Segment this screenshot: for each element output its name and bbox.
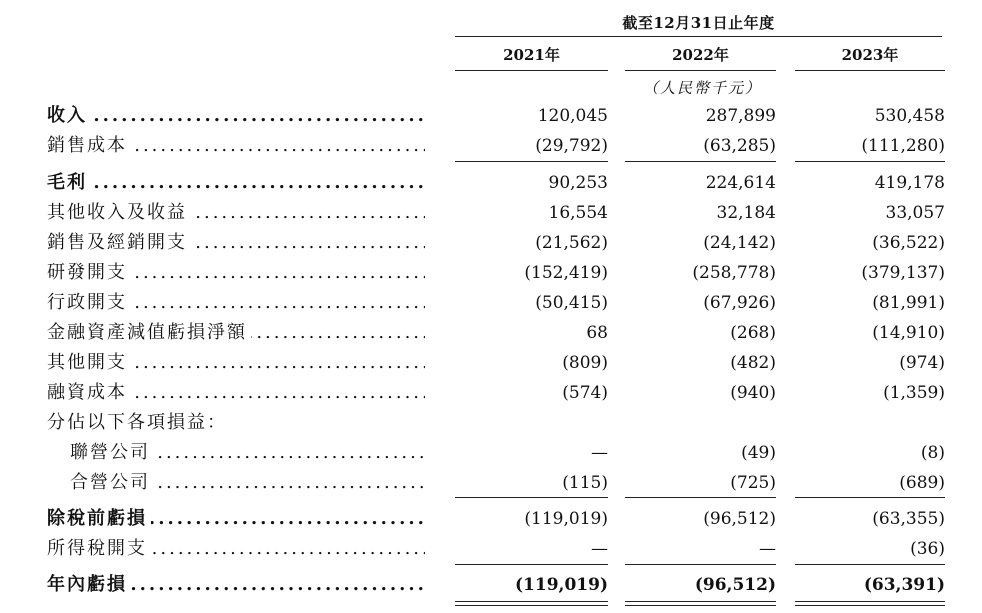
- value-2021: 68: [586, 323, 608, 343]
- row-label: 所得稅開支 .....: [47, 534, 425, 564]
- value-2022: 32,184: [716, 203, 776, 223]
- total-double-rule: [625, 601, 776, 602]
- value-2021: 120,045: [537, 106, 608, 126]
- value-2022: (482): [730, 353, 776, 373]
- period-header: 截至12月31日止年度: [622, 14, 775, 32]
- subtotal-rule: [795, 161, 945, 162]
- value-2021: (119,019): [524, 509, 608, 529]
- row-joint-ventures: [0, 468, 982, 498]
- row-label: 合營公司 .....: [70, 468, 425, 498]
- total-double-rule: [625, 605, 776, 606]
- value-2021: (21,562): [535, 233, 608, 253]
- row-loss-before-tax: [0, 504, 982, 534]
- value-2022: (24,142): [703, 233, 776, 253]
- value-2021: (29,792): [535, 136, 608, 156]
- row-cost-of-sales: [0, 131, 982, 161]
- subtotal-rule: [455, 497, 608, 498]
- value-2023: 530,458: [874, 106, 945, 126]
- value-2023: (81,991): [872, 293, 945, 313]
- row-label: 除稅前虧損 .....: [47, 504, 425, 534]
- value-2023: (36): [910, 539, 945, 559]
- subtotal-rule: [625, 161, 776, 162]
- total-double-rule: [795, 605, 945, 606]
- value-2022: 287,899: [705, 106, 776, 126]
- row-label: 金融資產減值虧損淨額 .....: [47, 318, 425, 348]
- year-2022-header: 2022年: [672, 46, 729, 64]
- value-2022: (268): [730, 323, 776, 343]
- year-rule-2021: [455, 70, 608, 71]
- period-header-rule: [455, 36, 942, 37]
- subtotal-rule: [455, 564, 608, 565]
- row-label: 年內虧損 .....: [47, 570, 425, 600]
- value-2023: (689): [899, 473, 945, 493]
- value-2021: (152,419): [524, 263, 608, 283]
- value-2023: (379,137): [861, 263, 945, 283]
- year-rule-2023: [795, 70, 945, 71]
- row-label: 銷售成本 .....: [47, 131, 425, 161]
- value-2023: (8): [920, 443, 945, 463]
- unit-label: （人民幣千元）: [642, 79, 762, 97]
- row-associates: [0, 438, 982, 468]
- value-2023: (111,280): [861, 136, 945, 156]
- value-2021: (809): [562, 353, 608, 373]
- value-2023: (36,522): [872, 233, 945, 253]
- row-label: 行政開支 .....: [47, 288, 425, 318]
- total-double-rule: [455, 601, 608, 602]
- value-2022: (67,926): [703, 293, 776, 313]
- value-2022: (63,285): [703, 136, 776, 156]
- value-2022: (725): [730, 473, 776, 493]
- subtotal-rule: [625, 564, 776, 565]
- row-label: 融資成本 .....: [47, 378, 425, 408]
- value-2021: (119,019): [515, 575, 608, 595]
- row-label: 聯營公司 .....: [70, 438, 425, 468]
- row-loss-for-year: [0, 570, 982, 600]
- value-2022: —: [759, 539, 776, 559]
- row-selling-expenses: [0, 228, 982, 258]
- value-2023: 33,057: [885, 203, 945, 223]
- total-double-rule: [795, 601, 945, 602]
- value-2023: (14,910): [872, 323, 945, 343]
- subtotal-rule: [625, 497, 776, 498]
- value-2023: (974): [899, 353, 945, 373]
- row-impairment-losses: [0, 318, 982, 348]
- year-2021-header: 2021年: [503, 46, 560, 64]
- value-2021: 90,253: [548, 173, 608, 193]
- value-2021: (50,415): [535, 293, 608, 313]
- value-2021: —: [591, 443, 608, 463]
- subtotal-rule: [455, 161, 608, 162]
- row-admin-expenses: [0, 288, 982, 318]
- row-label: 其他收入及收益 .....: [47, 198, 425, 228]
- row-other-income: [0, 198, 982, 228]
- row-label: 分佔以下各項損益：: [47, 408, 425, 438]
- value-2022: (940): [730, 383, 776, 403]
- row-other-expenses: [0, 348, 982, 378]
- value-2021: (115): [562, 473, 608, 493]
- value-2022: (96,512): [703, 509, 776, 529]
- row-revenue: [0, 101, 982, 131]
- value-2022: (96,512): [694, 575, 776, 595]
- value-2021: 16,554: [548, 203, 608, 223]
- row-income-tax: [0, 534, 982, 564]
- row-rd-expenses: [0, 258, 982, 288]
- total-double-rule: [455, 605, 608, 606]
- value-2023: (1,359): [883, 383, 945, 403]
- value-2022: (49): [741, 443, 776, 463]
- value-2021: (574): [562, 383, 608, 403]
- value-2023: 419,178: [874, 173, 945, 193]
- value-2023: (63,355): [872, 509, 945, 529]
- value-2022: (258,778): [692, 263, 776, 283]
- row-label: 收入 .....: [47, 101, 425, 131]
- year-rule-2022: [625, 70, 776, 71]
- row-gross-profit: [0, 168, 982, 198]
- subtotal-rule: [795, 497, 945, 498]
- row-label: 研發開支 .....: [47, 258, 425, 288]
- value-2023: (63,391): [863, 575, 945, 595]
- value-2022: 224,614: [705, 173, 776, 193]
- subtotal-rule: [795, 564, 945, 565]
- row-label: 銷售及經銷開支 .....: [47, 228, 425, 258]
- year-2023-header: 2023年: [841, 46, 899, 64]
- row-label: 毛利 .....: [47, 168, 425, 198]
- row-label: 其他開支 .....: [47, 348, 425, 378]
- row-share-of-results-header: [0, 408, 982, 438]
- row-finance-costs: [0, 378, 982, 408]
- value-2021: —: [591, 539, 608, 559]
